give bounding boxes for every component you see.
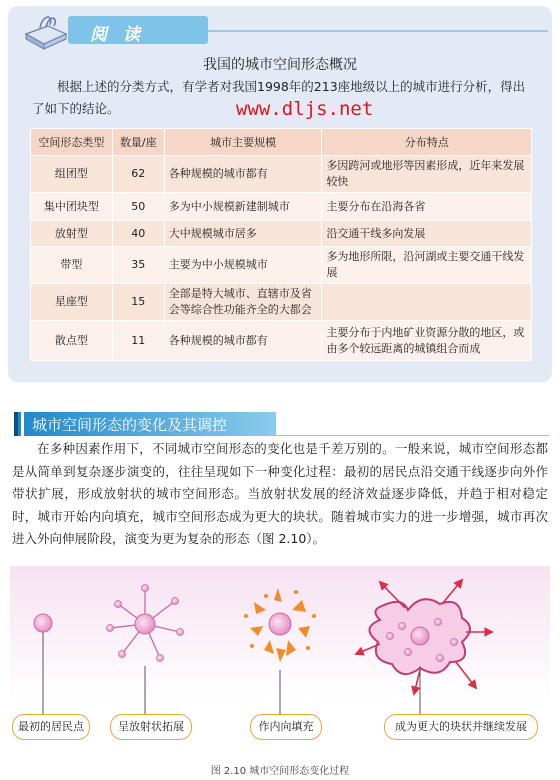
section-heading-mark — [14, 412, 18, 436]
type-cell: 星座型 — [31, 284, 113, 321]
scale-cell: 各种规模的城市都有 — [164, 156, 322, 193]
stage-label: 呈放射状拓展 — [110, 714, 192, 740]
dist-cell — [322, 284, 532, 321]
table-header-row — [31, 129, 532, 156]
count-cell: 35 — [112, 247, 164, 284]
table-row — [31, 193, 532, 221]
scale-cell: 大中规模城市居多 — [164, 221, 322, 247]
table-row — [31, 247, 532, 284]
column-header: 空间形态类型 — [31, 129, 113, 156]
count-cell: 15 — [112, 284, 164, 321]
settlement-dot — [34, 614, 52, 632]
figure-2-10 — [10, 566, 550, 756]
reading-title: 我国的城市空间形态概况 — [203, 57, 357, 73]
figure-caption: 图 2.10 城市空间形态变化过程 — [210, 766, 350, 777]
watermark: www.dljs.net — [236, 98, 374, 120]
header-divider — [208, 30, 548, 32]
scale-cell: 多为中小规模新建制城市 — [164, 193, 322, 221]
type-cell: 放射型 — [31, 221, 113, 247]
dist-cell: 主要分布于内地矿业资源分散的地区，或由多个较远距离的城镇组合而成 — [322, 321, 532, 361]
count-cell: 11 — [112, 321, 164, 361]
dist-cell: 沿交通干线多向发展 — [322, 221, 532, 247]
type-cell: 散点型 — [31, 321, 113, 361]
scale-cell: 主要为中小规模城市 — [164, 247, 322, 284]
stage-label: 成为更大的块状并继续发展 — [384, 714, 538, 740]
section-body: 在多种因素作用下，不同城市空间形态的变化也是千差万别的。一般来说，城市空间形态都是从简单到复杂逐步演变的，往往呈现如下一种变化过程：最初的居民点沿交通干线逐步向外作带状扩展，形成放射状的城市空间形态。当放射状发展的经济效益逐步降低，并趋于相对稳定时，城市开始内向填充，城市空间形态成为更大的块状。随着城市实力的进一步增强，城市再次进入外向伸展阶段，演变为更为复杂的形态（图 2.10）。 — [12, 441, 548, 546]
stage-label: 作内向填充 — [250, 714, 322, 740]
count-cell: 40 — [112, 221, 164, 247]
table-row — [31, 321, 532, 361]
reading-intro: 根据上述的分类方式，有学者对我国1998年的213座地级以上的城市进行分析，得出了如下的结论。 — [32, 79, 526, 116]
table-row — [31, 221, 532, 247]
type-cell: 带型 — [31, 247, 113, 284]
type-cell: 组团型 — [31, 156, 113, 193]
dist-cell: 主要分布在沿海各省 — [322, 193, 532, 221]
column-header: 城市主要规模 — [164, 129, 322, 156]
count-cell: 50 — [112, 193, 164, 221]
column-header: 数量/座 — [112, 129, 164, 156]
book-icon — [22, 12, 70, 52]
city-form-table — [30, 128, 532, 361]
type-cell: 集中团块型 — [31, 193, 113, 221]
table-row — [31, 156, 532, 193]
stage-label: 最初的居民点 — [12, 714, 90, 740]
section-title: 城市空间形态的变化及其调控 — [32, 416, 228, 434]
dist-cell: 多因跨河或地形等因素形成，近年来发展较快 — [322, 156, 532, 193]
section-divider — [276, 435, 550, 436]
scale-cell: 全部是特大城市、直辖市及省会等综合性功能齐全的大都会 — [164, 284, 322, 321]
count-cell: 62 — [112, 156, 164, 193]
scale-cell: 各种规模的城市都有 — [164, 321, 322, 361]
reading-header-label: 阅读 — [90, 25, 156, 45]
column-header: 分布特点 — [322, 129, 532, 156]
section-heading-mark — [21, 412, 24, 436]
dist-cell: 多为地形所限，沿河湖或主要交通干线发展 — [322, 247, 532, 284]
table-row — [31, 284, 532, 321]
